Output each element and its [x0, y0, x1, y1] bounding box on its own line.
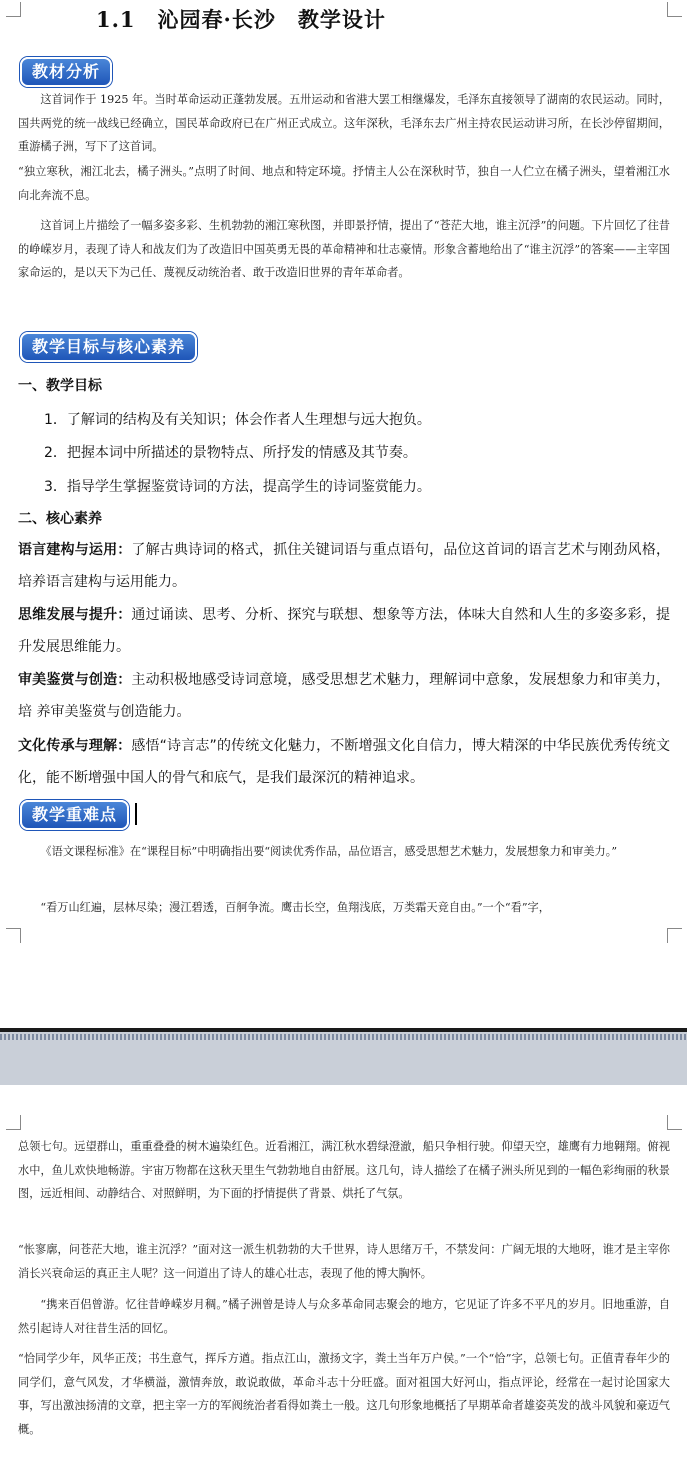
paragraph: 这首词作于 1925 年。当时革命运动正蓬勃发展。五卅运动和省港大罢工相继爆发，毛泽东直接领导了湖南的农民运动。同时，国共两党的统一战线已经确立，国民革命政府已在广州正式成立。这年深秋，毛泽东去广州主持农民运动讲习所，在长沙停留期间，重游橘子洲，写下了这首词。: [18, 93, 670, 153]
paragraph: 《语文课程标准》在“课程目标”中明确指出要“阅读优秀作品，品位语言，感受思想艺术魅力，发展想象力和审美力。”: [40, 845, 618, 858]
page-corner-mark: [667, 2, 682, 17]
page-corner-mark: [667, 1115, 682, 1130]
skill-label: 文化传承与理解：: [18, 738, 132, 754]
paragraph: 总领七句。远望群山，重重叠叠的树木遍染红色。近看湘江，满江秋水碧绿澄澈，船只争相行驶。仰望天空，雄鹰有力地翱翔。俯视水中，鱼儿欢快地畅游。宇宙万物都在这秋天里生气勃勃地自由舒展。这几句，诗人描绘了在橘子洲头所见到的一幅色彩绚丽的秋景图，远近相间、动静结合、对照鲜明，为下面的抒情提供了背景、烘托了气氛。: [18, 1140, 670, 1200]
skill-label: 审美鉴赏与创造：: [18, 672, 132, 688]
skill-text: 感悟“诗言志”的传统文化魅力，不断增强文化自信力，博大精深的中华民族优秀传统文化，能不断增强中国人的骨气和底气，是我们最深沉的精神追求。: [18, 738, 670, 786]
page-corner-mark: [6, 2, 21, 17]
section-badge-goals: 教学目标与核心素养: [20, 332, 197, 362]
paragraph: “携来百侣曾游。忆往昔峥嵘岁月稠。”橘子洲曾是诗人与众多革命同志聚会的地方，它见证了许多不平凡的岁月。旧地重游，自然引起诗人对往昔生活的回忆。: [18, 1298, 670, 1335]
core-skill-aesthetic: [18, 664, 670, 728]
skill-text: 了解古典诗词的格式，抓住关键词语与重点语句，品位这首词的语言艺术与刚劲风格，培养语言建构与运用能力。: [18, 542, 670, 590]
document-page-2: [0, 1085, 687, 1458]
text-cursor: [135, 803, 137, 825]
paragraph: “独立寒秋，湘江北去，橘子洲头。”点明了时间、地点和特定环境。抒情主人公在深秋时节，独自一人伫立在橘子洲头，望着湘江水向北奔流不息。: [18, 165, 670, 202]
goal-item: 2．把握本词中所描述的景物特点、所抒发的情感及其节奏。: [44, 445, 417, 461]
goal-item: 3．指导学生掌握鉴赏诗词的方法，提高学生的诗词鉴赏能力。: [44, 479, 431, 495]
skill-label: 思维发展与提升：: [18, 607, 132, 623]
page-edge: [0, 1028, 687, 1032]
skill-label: 语言建构与运用：: [18, 542, 132, 558]
core-skill-thinking: [18, 599, 670, 663]
document-title: 1.1 沁园春·长沙 教学设计: [96, 7, 386, 32]
page-shadow: [0, 1034, 687, 1040]
skill-text: 主动积极地感受诗词意境，感受思想艺术魅力，理解词中意象，发展想象力和审美力，培 养审美鉴赏与创造能力。: [18, 672, 670, 720]
section-badge-key-points: 教学重难点: [20, 800, 129, 830]
goal-item: 1．了解词的结构及有关知识；体会作者人生理想与远大抱负。: [44, 412, 431, 428]
page-corner-mark: [6, 1115, 21, 1130]
core-skill-culture: [18, 730, 670, 794]
section-badge-analysis: 教材分析: [20, 57, 112, 87]
core-skill-language: [18, 534, 670, 598]
heading-teaching-goals: 一、教学目标: [18, 378, 102, 394]
skill-text: 通过诵读、思考、分析、探究与联想、想象等方法，体味大自然和人生的多姿多彩，提升发展思维能力。: [18, 607, 670, 655]
paragraph: 这首词上片描绘了一幅多姿多彩、生机勃勃的湘江寒秋图，并即景抒情，提出了“苍茫大地，谁主沉浮”的问题。下片回忆了往昔的峥嵘岁月，表现了诗人和战友们为了改造旧中国英勇无畏的革命精神和壮志豪情。形象含蓄地给出了“谁主沉浮”的答案——主宰国家命运的，是以天下为己任、蔑视反动统治者、敢于改造旧世界的青年革命者。: [18, 219, 670, 279]
paragraph: “怅寥廓，问苍茫大地，谁主沉浮？”面对这一派生机勃勃的大千世界，诗人思绪万千，不禁发问：广阔无垠的大地呀，谁才是主宰你消长兴衰命运的真正主人呢？这一问道出了诗人的雄心壮志，表现了他的博大胸怀。: [18, 1243, 670, 1280]
paragraph: “恰同学少年，风华正茂；书生意气，挥斥方遒。指点江山，激扬文字，粪土当年万户侯。”一个“恰”字，总领七句。正值青春年少的同学们，意气风发，才华横溢，激情奔放，敢说敢做，革命斗志十分旺盛。面对祖国大好河山，指点评论，经常在一起讨论国家大事，写出激浊扬清的文章，把主宰一方的军阀统治者看得如粪土一般。这几句形象地概括了早期革命者雄姿英发的战斗风貌和豪迈气概。: [18, 1352, 670, 1436]
page-break-gap: [0, 1028, 687, 1085]
page-corner-mark: [6, 928, 21, 943]
page-corner-mark: [667, 928, 682, 943]
paragraph: “看万山红遍，层林尽染；漫江碧透，百舸争流。鹰击长空，鱼翔浅底，万类霜天竞自由。”一个“看”字，: [40, 901, 550, 914]
heading-core-literacy: 二、核心素养: [18, 511, 102, 527]
